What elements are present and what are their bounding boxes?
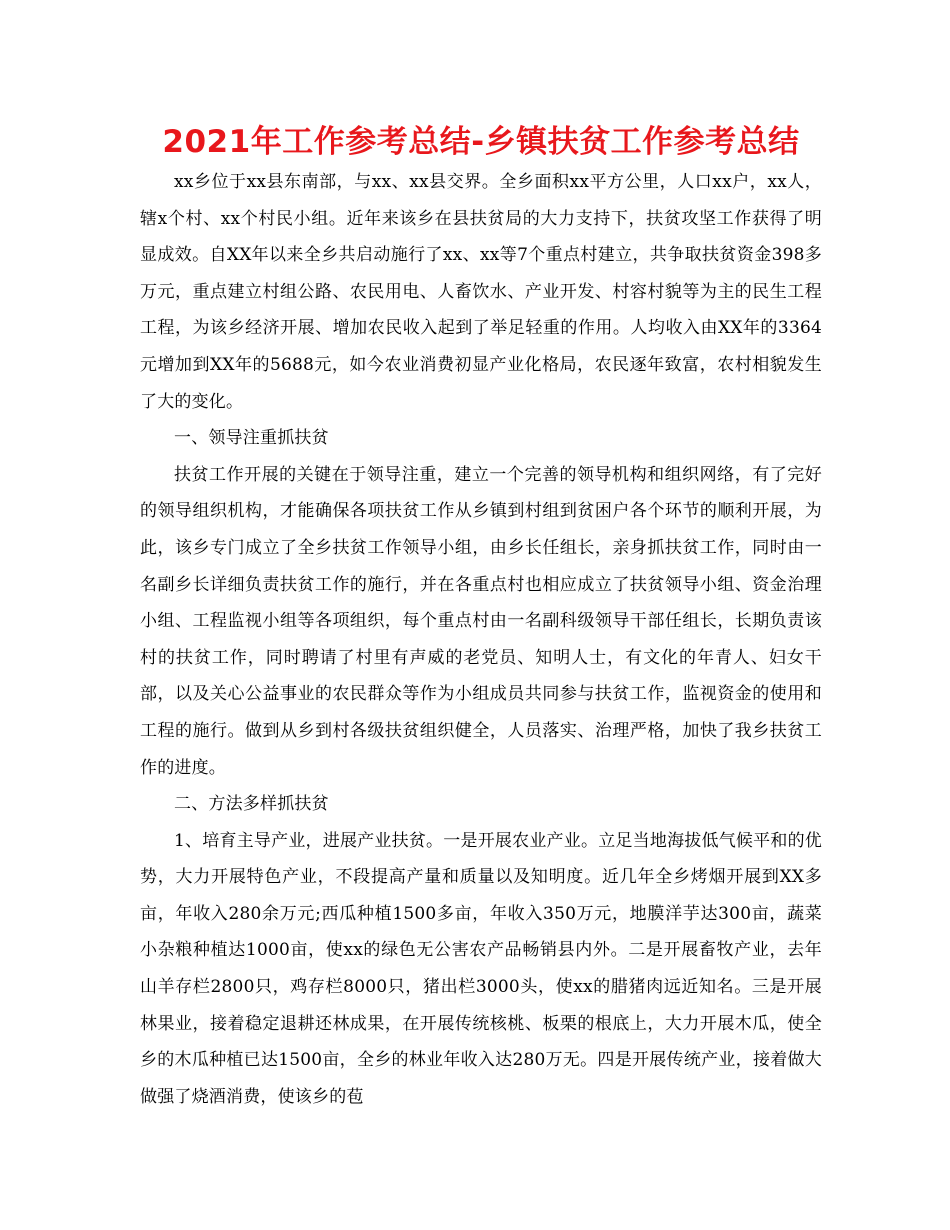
section-heading-1: 一、领导注重抓扶贫 bbox=[174, 428, 329, 449]
intro-paragraph: xx乡位于xx县东南部，与xx、xx县交界。全乡面积xx平方公里，人口xx户，xx人，辖x个村、xx个村民小组。近年来该乡在县扶贫局的大力支持下，扶贫攻坚工作获得了明显成效。自XX年以来全乡共启动施行了xx、xx等7个重点村建立，共争取扶贫资金398多万元，重点建立村组公路、农民用电、人畜饮水、产业开发、村容村貌等为主的民生工程工程，为该乡经济开展、增加农民收入起到了举足轻重的作用。人均收入由XX年的3364元增加到XX年的5688元，如今农业消费初显产业化格局，农民逐年致富，农村相貌发生了大的变化。 bbox=[140, 172, 822, 412]
document-title: 2021年工作参考总结-乡镇扶贫工作参考总结 bbox=[162, 124, 800, 160]
section-heading-2: 二、方法多样抓扶贫 bbox=[174, 794, 329, 815]
section-1-paragraph: 扶贫工作开展的关键在于领导注重，建立一个完善的领导机构和组织网络，有了完好的领导组织机构，才能确保各项扶贫工作从乡镇到村组到贫困户各个环节的顺利开展，为此，该乡专门成立了全乡扶贫工作领导小组，由乡长任组长，亲身抓扶贫工作，同时由一名副乡长详细负责扶贫工作的施行，并在各重点村也相应成立了扶贫领导小组、资金治理小组、工程监视小组等各项组织，每个重点村由一名副科级领导干部任组长，长期负责该村的扶贫工作，同时聘请了村里有声威的老党员、知明人士，有文化的年青人、妇女干部，以及关心公益事业的农民群众等作为小组成员共同参与扶贫工作，监视资金的使用和工程的施行。做到从乡到村各级扶贫组织健全，人员落实、治理严格，加快了我乡扶贫工作的进度。 bbox=[140, 464, 822, 778]
document-body bbox=[140, 164, 822, 1115]
section-2-paragraph: 1、培育主导产业，进展产业扶贫。一是开展农业产业。立足当地海拔低气候平和的优势，大力开展特色产业，不段提高产量和质量以及知明度。近几年全乡烤烟开展到XX多亩，年收入280余万元;西瓜种植1500多亩，年收入350万元，地膜洋芋达300亩，蔬菜小杂粮种植达1000亩，使xx的绿色无公害农产品畅销县内外。二是开展畜牧产业，去年山羊存栏2800只，鸡存栏8000只，猪出栏3000头，使xx的腊猪肉远近知名。三是开展林果业，接着稳定退耕还林成果，在开展传统核桃、板栗的根底上，大力开展木瓜，使全乡的木瓜种植已达1500亩，全乡的林业年收入达280万无。四是开展传统产业，接着做大做强了烧酒消费，使该乡的苞 bbox=[140, 830, 822, 1107]
